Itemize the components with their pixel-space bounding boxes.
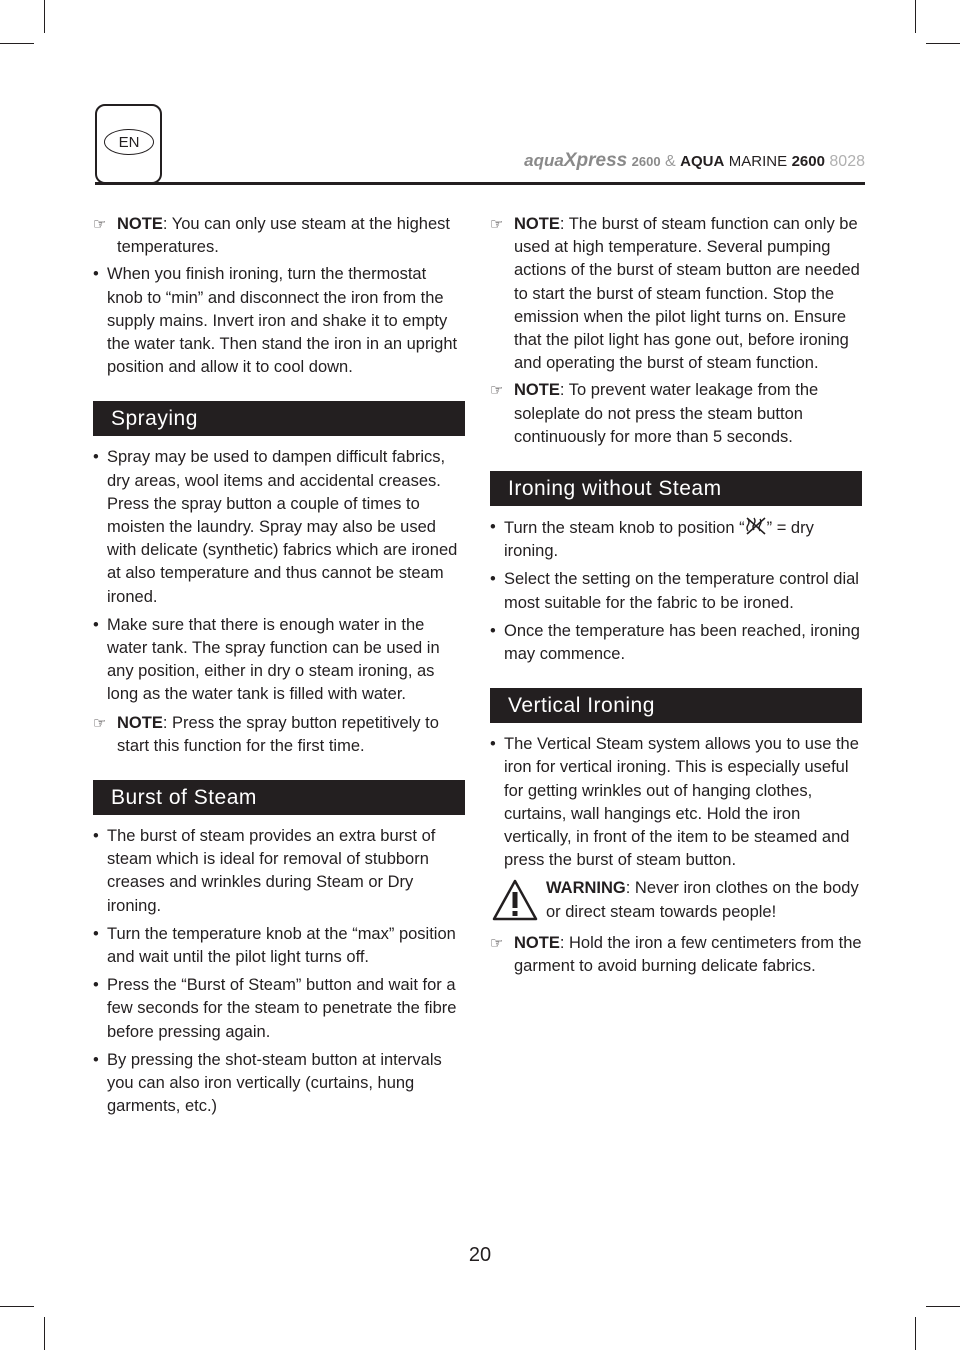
bullet-icon: • [93, 448, 99, 467]
pointing-hand-icon: ☞ [490, 216, 504, 233]
list-item: • The Vertical Steam system allows you to use the iron for vertical ironing. This is especially useful for getting wrinkles out of hanging clothes, curtains, wall hangings etc. Hold the iron vertically, in front of the item to be steamed and press the burst of steam button. [490, 735, 859, 870]
pointing-hand-icon: ☞ [490, 382, 504, 400]
list-item: • Press the “Burst of Steam” button and wait for a few seconds for the steam to penetrate the fibre before pressing again. [93, 976, 457, 1041]
pointing-hand-icon: ☞ [490, 934, 504, 952]
left-column [93, 213, 465, 1124]
section-heading-ironing-without-steam: Ironing without Steam [490, 471, 862, 506]
warning-triangle-icon [492, 879, 538, 921]
list-item: • Spray may be used to dampen difficult fabrics, dry areas, wool items and accidental creases. Press the spray button a couple of times to moisten the laundry. Spray may also be used with delicate (synthetic) fabrics which are ironed at also temperature and thus cannot be steam ironed. [93, 448, 458, 606]
list-item: • The burst of steam provides an extra burst of steam which is ideal for removal of stubborn creases and wrinkles during Steam or Dry ironing. [93, 827, 436, 915]
crop-mark [915, 1317, 916, 1350]
header-rule [95, 182, 865, 185]
crop-mark [926, 43, 960, 44]
note: ☞ NOTE: To prevent water leakage from the soleplate do not press the steam button continuously for more than 5 seconds. [490, 381, 819, 446]
crop-mark [0, 43, 34, 44]
bullet-icon: • [93, 924, 99, 943]
list-item: • Select the setting on the temperature control dial most suitable for the fabric to be ironed. [490, 570, 859, 612]
brand-logo: aquaXpress 2600 & AQUA MARINE 2600 8028 [524, 150, 865, 171]
list-item: • Make sure that there is enough water in the water tank. The spray function can be used in any position, either in dry o steam ironing, as long as the water tank is filled with water. [93, 615, 440, 704]
crop-mark [915, 0, 916, 33]
section-heading-burst-of-steam: Burst of Steam [93, 780, 465, 815]
bullet-icon: • [93, 827, 99, 846]
pointing-hand-icon: ☞ [93, 714, 107, 732]
bullet-icon: • [93, 1050, 99, 1069]
bullet-icon: • [93, 976, 99, 995]
bullet-icon: • [93, 265, 99, 284]
bullet-icon: • [490, 570, 496, 589]
note: ☞ NOTE: You can only use steam at the highest temperatures. [93, 215, 450, 257]
crop-mark [44, 1317, 45, 1350]
section-heading-vertical-ironing: Vertical Ironing [490, 688, 862, 723]
bullet-icon: • [490, 518, 496, 537]
note: ☞ NOTE: Hold the iron a few centimeters from the garment to avoid burning delicate fabrics. [490, 933, 862, 976]
page-number: 20 [468, 1244, 492, 1266]
language-box [95, 104, 162, 184]
model-number: 8028 [829, 153, 865, 170]
bullet-icon: • [93, 615, 99, 634]
language-label: EN [104, 129, 154, 155]
crop-mark [926, 1306, 960, 1307]
note: ☞ NOTE: The burst of steam function can only be used at high temperature. Several pumping actions of the burst of steam button are needed to start the burst of steam function. Stop the emission when the pilot light turns on. Ensure that the pilot light has gone out, before ironing and operating the burst of steam function. [490, 215, 860, 373]
pointing-hand-icon: ☞ [93, 216, 107, 233]
right-column [490, 213, 862, 982]
list-item: • Turn the steam knob to position “ ” = dry ironing. [490, 518, 814, 561]
note: ☞ NOTE: Press the spray button repetitively to start this function for the first time. [93, 713, 439, 755]
list-item: • Turn the temperature knob at the “max” position and wait until the pilot light turns off. [93, 924, 456, 967]
list-item: • Once the temperature has been reached, ironing may commence. [490, 621, 860, 664]
list-item: • When you finish ironing, turn the thermostat knob to “min” and disconnect the iron from the supply mains. Invert iron and shake it to empty the water tank. Then stand the iron in an upright position and allow it to cool down. [93, 265, 458, 377]
crop-mark [44, 0, 45, 33]
bullet-icon: • [490, 735, 496, 754]
list-item: • By pressing the shot-steam button at intervals you can also iron vertically (curtains, hung garments, etc.) [93, 1050, 442, 1116]
bullet-icon: • [490, 621, 496, 640]
warning: WARNING: Never iron clothes on the body or direct steam towards people! [490, 877, 862, 923]
section-heading-spraying: Spraying [93, 401, 465, 436]
crop-mark [0, 1306, 34, 1307]
no-steam-symbol-icon [745, 516, 767, 536]
